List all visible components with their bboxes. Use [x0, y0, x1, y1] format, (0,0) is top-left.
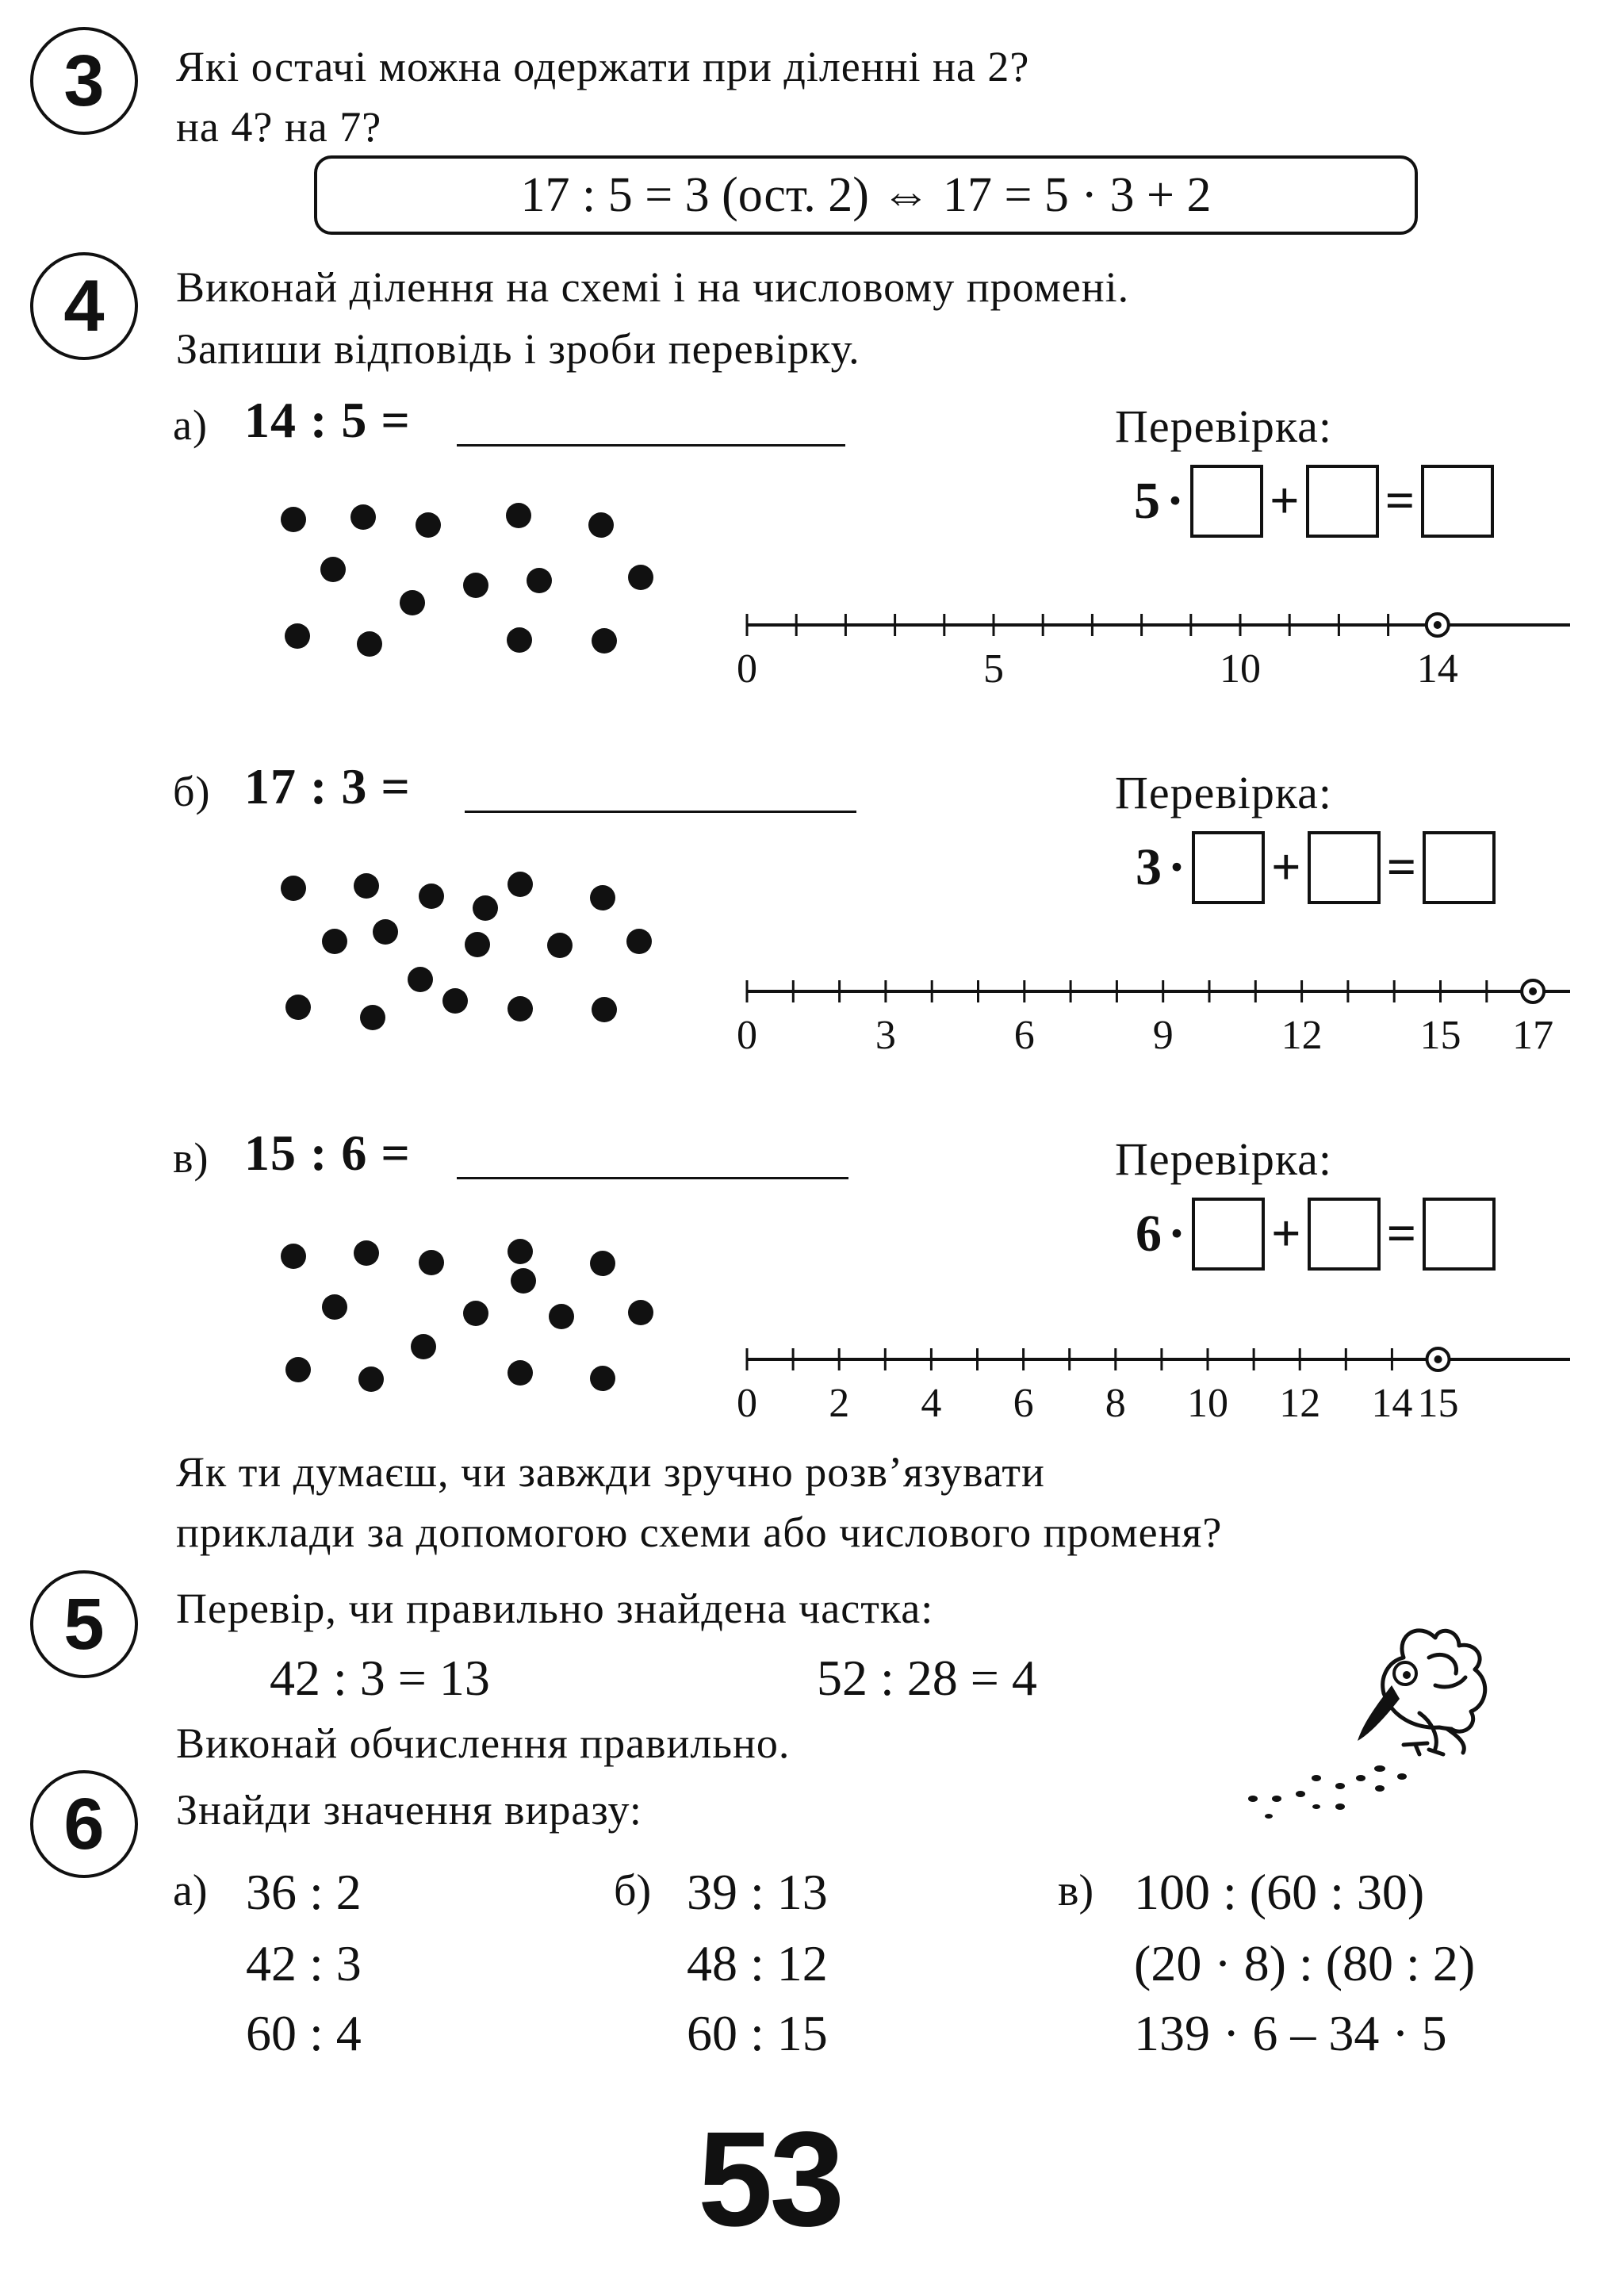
task-6-column-b-expr-1: 39 : 13: [687, 1864, 828, 1920]
task-5-example-2: 52 : 28 = 4: [817, 1650, 1037, 1706]
item-b-dividend-box[interactable]: [1423, 831, 1496, 904]
task-4-question-line-1: Як ти думаєш, чи завжди зручно розв’язувати: [176, 1448, 1045, 1496]
scheme-dot: [322, 1294, 347, 1320]
scheme-dot: [508, 1239, 533, 1264]
scheme-dot: [463, 573, 488, 598]
ray-tick-label: 14: [1371, 1381, 1413, 1426]
scheme-dot: [354, 873, 379, 899]
item-b-letter: б): [173, 768, 211, 815]
scheme-dot: [590, 885, 615, 910]
scheme-dot: [473, 895, 498, 921]
scheme-dot: [463, 1301, 488, 1326]
scheme-dot: [419, 1250, 444, 1275]
ray-tick-label: 4: [921, 1381, 942, 1426]
ray-tick-label: 5: [983, 646, 1004, 692]
task-6-column-c-expr-1: 100 : (60 : 30): [1134, 1864, 1425, 1920]
ray-tick-label: 10: [1220, 646, 1261, 692]
scheme-dot: [285, 995, 311, 1020]
scheme-dot: [628, 1300, 653, 1325]
item-a-remainder-box[interactable]: [1306, 465, 1379, 538]
page-number: 53: [698, 2104, 842, 2255]
item-b-quotient-box[interactable]: [1192, 831, 1265, 904]
task-5-text-line-1: Перевір, чи правильно знайдена частка:: [176, 1585, 934, 1632]
scheme-dot: [590, 1251, 615, 1276]
item-b-check-factor: 3: [1136, 838, 1162, 896]
item-c-letter: в): [173, 1134, 209, 1182]
task-5-example-1: 42 : 3 = 13: [270, 1650, 490, 1706]
multiply-dot: ·: [1166, 472, 1185, 530]
scheme-dot: [511, 1268, 536, 1294]
scheme-dot: [626, 929, 652, 954]
scheme-dot: [592, 628, 617, 654]
ray-tick-label: 8: [1105, 1381, 1126, 1426]
scheme-dot: [408, 967, 433, 992]
multiply-dot: ·: [1168, 1205, 1186, 1263]
scheme-dot: [281, 507, 306, 532]
task-4-text-line-1: Виконай ділення на схемі і на числовому промені.: [176, 263, 1130, 311]
scheme-dot: [285, 623, 310, 649]
item-c-dots-scheme: [262, 1220, 674, 1418]
equals-sign: =: [1386, 1205, 1417, 1263]
task-6-column-a-letter: а): [173, 1866, 208, 1915]
item-a-dividend-box[interactable]: [1421, 465, 1494, 538]
ray-tick-label: 15: [1419, 1013, 1461, 1058]
ray-tick-label: 2: [829, 1381, 850, 1426]
task-5-text-line-2: Виконай обчислення правильно.: [176, 1719, 791, 1767]
item-c-check-equation: [1136, 1198, 1496, 1271]
bird-pecking-grain-illustration: [1221, 1610, 1522, 1832]
scheme-dot: [350, 504, 376, 530]
scheme-dot: [354, 1240, 379, 1266]
multiply-dot: ·: [1168, 838, 1186, 896]
scheme-dot: [373, 919, 398, 945]
scheme-dot: [416, 512, 441, 538]
scheme-dot: [419, 884, 444, 909]
task-4-number: 4: [30, 252, 138, 360]
task-6-column-a-expr-2: 42 : 3: [246, 1935, 362, 1991]
item-c-dividend-box[interactable]: [1423, 1198, 1496, 1271]
task-4-text-line-2: Запиши відповідь і зроби перевірку.: [176, 325, 860, 373]
task-6-column-c-expr-2: (20 · 8) : (80 : 2): [1134, 1935, 1476, 1991]
task-6-number: 6: [30, 1770, 138, 1878]
item-a-number-ray: [730, 595, 1594, 698]
scheme-dot: [508, 872, 533, 897]
ray-tick-label: 9: [1152, 1013, 1174, 1058]
scheme-dot: [358, 1366, 384, 1392]
item-c-check-factor: 6: [1136, 1205, 1162, 1263]
ray-tick-label: 6: [1013, 1381, 1034, 1426]
scheme-dot: [506, 503, 531, 528]
item-a-expression: 14 : 5 =: [244, 392, 411, 448]
scheme-dot: [588, 512, 614, 538]
ray-endpoint-center: [1434, 1355, 1442, 1363]
task-3-number: 3: [30, 27, 138, 135]
scheme-dot: [322, 929, 347, 954]
ray-endpoint-center: [1434, 621, 1442, 629]
scheme-dot: [320, 557, 346, 582]
ray-tick-label: 6: [1013, 1013, 1035, 1058]
item-b-check-equation: [1136, 831, 1496, 904]
task-5-number: 5: [30, 1570, 138, 1678]
task-4-question-line-2: приклади за допомогою схеми або числового променя?: [176, 1508, 1223, 1556]
ray-tick-label: 0: [737, 646, 757, 692]
task-3-text-line-2: на 4? на 7?: [176, 103, 382, 151]
scheme-dot: [360, 1005, 385, 1030]
item-a-quotient-box[interactable]: [1190, 465, 1263, 538]
scheme-dot: [465, 932, 490, 957]
scheme-dot: [547, 933, 573, 958]
ray-tick-label: 12: [1279, 1381, 1321, 1426]
task-6-column-b-expr-3: 60 : 15: [687, 2005, 828, 2061]
task-3-formula: 17 : 5 = 3 (ост. 2) ⇔ 17 = 5 · 3 + 2: [520, 167, 1212, 222]
item-c-quotient-box[interactable]: [1192, 1198, 1265, 1271]
task-6-column-b-letter: б): [614, 1866, 652, 1915]
scheme-dot: [508, 996, 533, 1022]
task-6-column-c-expr-3: 139 · 6 – 34 · 5: [1134, 2005, 1447, 2061]
item-c-expression: 15 : 6 =: [244, 1125, 411, 1181]
scheme-dot: [590, 1366, 615, 1391]
scheme-dot: [549, 1304, 574, 1329]
item-c-remainder-box[interactable]: [1308, 1198, 1381, 1271]
item-c-answer-line[interactable]: [457, 1177, 848, 1179]
equals-sign: =: [1386, 838, 1417, 896]
item-c-check-label: Перевірка:: [1115, 1133, 1333, 1185]
task-6-column-a-expr-3: 60 : 4: [246, 2005, 362, 2061]
task-6-column-a-expr-1: 36 : 2: [246, 1864, 362, 1920]
ray-tick-label: 12: [1281, 1013, 1323, 1058]
task-6-column-b-expr-2: 48 : 12: [687, 1935, 828, 1991]
ray-tick-label: 3: [875, 1013, 896, 1058]
item-b-dots-scheme: [262, 853, 674, 1051]
scheme-dot: [411, 1334, 436, 1359]
scheme-dot: [400, 590, 425, 615]
scheme-dot: [357, 631, 382, 657]
plus-sign: +: [1271, 1205, 1301, 1263]
scheme-dot: [281, 876, 306, 901]
ray-tick-label: 15: [1417, 1381, 1459, 1426]
scheme-dot: [281, 1244, 306, 1269]
plus-sign: +: [1271, 838, 1301, 896]
task-3-formula-box: [314, 155, 1418, 235]
ray-tick-label: 10: [1187, 1381, 1228, 1426]
item-a-check-factor: 5: [1134, 472, 1160, 530]
item-b-remainder-box[interactable]: [1308, 831, 1381, 904]
item-b-check-label: Перевірка:: [1115, 767, 1333, 818]
item-a-check-label: Перевірка:: [1115, 401, 1333, 452]
scheme-dot: [592, 997, 617, 1022]
ray-tick-label: 0: [737, 1013, 757, 1058]
scheme-dot: [507, 627, 532, 653]
ray-tick-label: 14: [1416, 646, 1458, 692]
scheme-dot: [285, 1357, 311, 1382]
task-3-text-line-1: Які остачі можна одержати при діленні на 2?: [176, 43, 1030, 90]
task-6-column-c-letter: в): [1058, 1866, 1094, 1915]
ray-endpoint-center: [1529, 987, 1537, 995]
item-a-check-equation: [1134, 465, 1494, 538]
item-b-number-ray: [730, 961, 1594, 1064]
scheme-dot: [628, 565, 653, 590]
item-b-answer-line[interactable]: [465, 811, 856, 813]
item-a-dots-scheme: [262, 484, 674, 682]
ray-tick-label: 17: [1512, 1013, 1554, 1058]
scheme-dot: [442, 988, 468, 1014]
scheme-dot: [527, 568, 552, 593]
plus-sign: +: [1270, 472, 1300, 530]
scheme-dot: [508, 1360, 533, 1386]
item-c-number-ray: [730, 1329, 1594, 1432]
equals-sign: =: [1385, 472, 1415, 530]
ray-tick-label: 0: [737, 1381, 757, 1426]
task-6-text-line-1: Знайди значення виразу:: [176, 1786, 642, 1834]
item-a-answer-line[interactable]: [457, 444, 845, 447]
item-b-expression: 17 : 3 =: [244, 758, 411, 815]
item-a-letter: а): [173, 401, 208, 449]
